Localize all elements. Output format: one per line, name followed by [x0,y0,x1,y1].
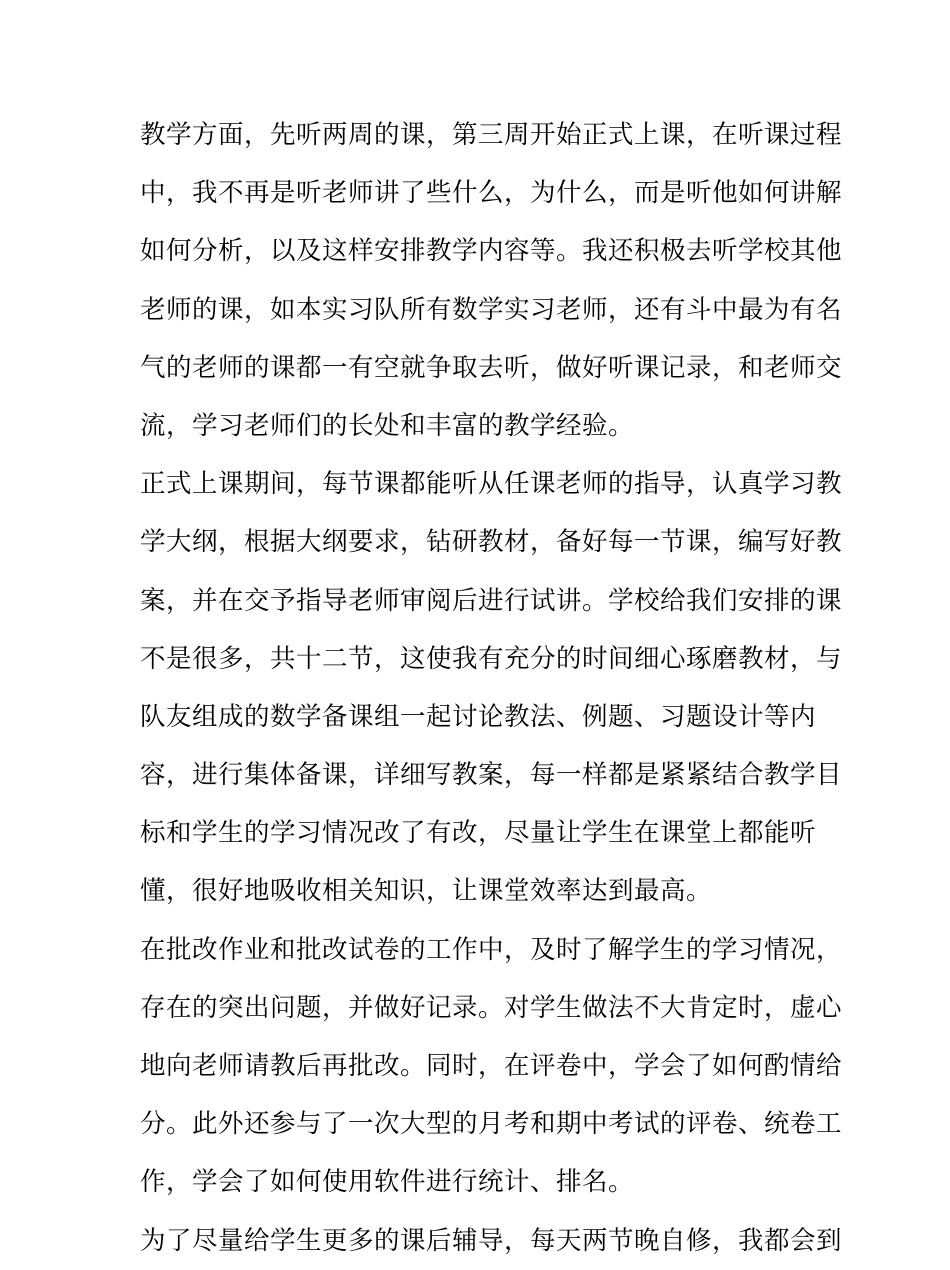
text-line: 为了尽量给学生更多的课后辅导，每天两节晚自修，我都会到 [140,1225,843,1256]
text-line: 学大纲，根据大纲要求，钻研教材，备好每一节课，编写好教 [140,527,843,558]
text-line: 气的老师的课都一有空就争取去听，做好听课记录，和老师交 [140,352,843,383]
text-line: 存在的突出问题，并做好记录。对学生做法不大肯定时，虚心 [140,992,843,1023]
text-line: 队友组成的数学备课组一起讨论教法、例题、习题设计等内 [140,701,817,732]
text-line: 地向老师请教后再批改。同时，在评卷中，学会了如何酌情给 [140,1051,843,1081]
paragraph-formal-classes [140,455,843,921]
text-line: 流，学习老师们的长处和丰富的教学经验。 [140,410,635,441]
text-line: 分。此外还参与了一次大型的月考和期中考试的评卷、统卷工 [140,1109,843,1140]
paragraph-teaching [140,106,843,455]
text-line: 容，进行集体备课，详细写教案，每一样都是紧紧结合教学目 [140,760,843,791]
text-line: 懂，很好地吸收相关知识，让课堂效率达到最高。 [140,876,713,907]
text-line: 正式上课期间，每节课都能听从任课老师的指导，认真学习教 [140,469,843,500]
text-line: 如何分析，以及这样安排教学内容等。我还积极去听学校其他 [140,236,843,267]
text-line: 老师的课，如本实习队所有数学实习老师，还有斗中最为有名 [140,294,843,325]
paragraph-tutoring [140,1212,843,1270]
paragraph-grading [140,921,843,1212]
text-line: 不是很多，共十二节，这使我有充分的时间细心琢磨教材，与 [140,643,843,674]
text-line: 教学方面，先听两周的课，第三周开始正式上课，在听课过程 [140,120,843,150]
text-line: 标和学生的学习情况改了有改，尽量让学生在课堂上都能听 [140,818,817,849]
text-line: 中，我不再是听老师讲了些什么，为什么，而是听他如何讲解 [140,178,843,209]
text-line: 作，学会了如何使用软件进行统计、排名。 [140,1167,635,1198]
text-line: 在批改作业和批改试卷的工作中，及时了解学生的学习情况， [140,934,843,965]
text-line: 案，并在交予指导老师审阅后进行试讲。学校给我们安排的课 [140,585,843,616]
document-body [140,106,843,1270]
